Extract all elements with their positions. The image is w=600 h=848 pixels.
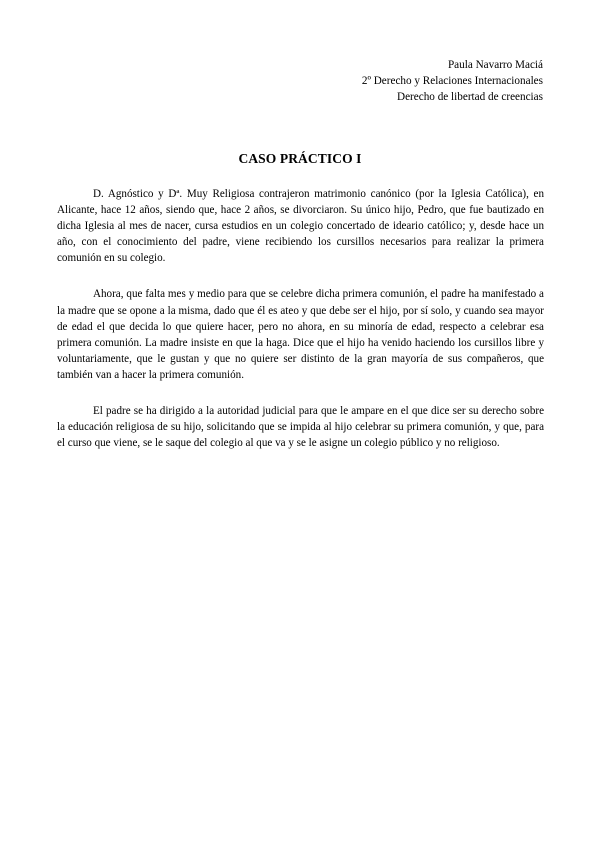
paragraph-3: El padre se ha dirigido a la autoridad judicial para que le ampare en el que dice ser su derecho sobre la educación religiosa de su hijo, solicitando que se impida al hijo celebrar su primera comunión, y que, para el curso que viene, se le saque del colegio al que va y se le asigne un colegio público y no religioso. xyxy=(57,405,544,450)
paragraph-2: Ahora, que falta mes y medio para que se celebre dicha primera comunión, el padre ha manifestado a la madre que se opone a la misma, dado que él es ateo y que debe ser el hijo, por sí solo, y cuando sea mayor de edad el que decida lo que quiere hacer, pero no ahora, en su minoría de edad, respecto a celebrar esa primera comunión. La madre insiste en que la haga. Dice que el hijo ha venido haciendo los cursillos libre y voluntariamente, que le gustan y que no quiere ser distinto de la gran mayoría de sus compañeros, que también van a hacer la primera comunión. xyxy=(57,288,544,381)
document-header xyxy=(362,57,543,105)
document-body xyxy=(57,186,544,471)
paragraph-1: D. Agnóstico y Dª. Muy Religiosa contrajeron matrimonio canónico (por la Iglesia Católica), en Alicante, hace 12 años, siendo que, hace 2 años, se divorciaron. Su único hijo, Pedro, que fue bautizado en dicha Iglesia al mes de nacer, cursa estudios en un colegio concertado de ideario católico; y, desde hace un año, con el conocimiento del padre, viene recibiendo los cursillos necesarios para realizar la primera comunión en su colegio. xyxy=(57,188,544,265)
subject-name: Derecho de libertad de creencias xyxy=(397,91,543,103)
author-name: Paula Navarro Maciá xyxy=(447,59,543,71)
course-name: 2º Derecho y Relaciones Internacionales xyxy=(361,75,543,87)
document-title: CASO PRÁCTICO I xyxy=(238,151,362,166)
